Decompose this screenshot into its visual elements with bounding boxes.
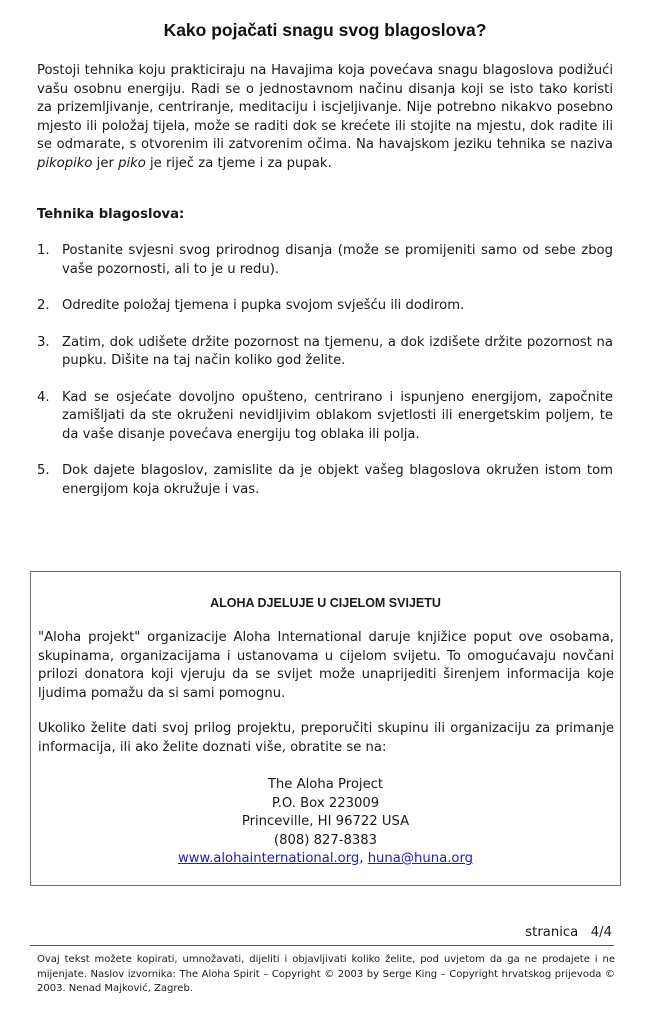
email-link[interactable]: huna@huna.org: [367, 851, 474, 866]
list-item: [37, 297, 613, 316]
list-item: [37, 389, 613, 445]
contact-phone: (808) 827-8383: [273, 832, 378, 848]
aloha-info-box: [30, 571, 621, 886]
box-paragraph-project: "Aloha projekt" organizacije Aloha International daruje knjižice poput ove osobama, skupinama, organizacijama i ustanovama u cijelom svijetu. To omogućavaju novčani prilozi donatora koji vjeruju da se svijet može unaprijediti širenjem informacija koje ljudima pomažu da si sami pomognu.: [38, 630, 614, 701]
intro-paragraph: [37, 62, 613, 173]
step-text: Postanite svjesni svog prirodnog disanja (može se promijeniti samo od sebe zbog vaše pozornosti, ali to je u redu).: [62, 243, 613, 277]
step-text: Odredite položaj tjemena i pupka svojom svješću ili dodirom.: [62, 298, 465, 313]
page-number-label: stranica 4/4: [525, 925, 612, 940]
list-item: [37, 334, 613, 371]
technique-heading: Tehnika blagoslova:: [37, 207, 185, 222]
steps-list: [37, 242, 613, 517]
page-number: [525, 925, 612, 940]
contact-links: [31, 850, 620, 869]
contact-po-box: P.O. Box 223009: [271, 795, 380, 811]
footer-divider: [30, 945, 614, 946]
contact-city: Princeville, HI 96722 USA: [241, 814, 410, 829]
step-text: Kad se osjećate dovoljno opušteno, centrirano i ispunjeno energijom, započnite zamišljati da ste okruženi nevidljivim oblakom svjetlosti ili energetskim poljem, te da vaše disanje povećava energiju tog oblaka ili polja.: [62, 389, 613, 442]
intro-term-piko: piko: [118, 155, 146, 171]
page-title: Kako pojačati snagu svog blagoslova?: [163, 20, 487, 40]
intro-term-pikopiko: pikopiko: [37, 155, 93, 171]
intro-text-3: je riječ za tjeme i za pupak.: [145, 155, 332, 171]
box-heading: ALOHA DJELUJE U CIJELOM SVIJETU: [210, 596, 441, 610]
website-link[interactable]: www.alohainternational.org: [177, 851, 360, 866]
link-separator: ,: [359, 851, 368, 866]
contact-block: [31, 776, 620, 869]
intro-text-2: jer: [92, 155, 119, 171]
list-item: [37, 462, 613, 499]
step-number: 3.: [37, 334, 50, 350]
step-number: 4.: [37, 389, 50, 405]
step-number: 2.: [37, 298, 50, 313]
list-item: [37, 242, 613, 279]
step-number: 5.: [37, 463, 50, 478]
intro-text-1: Postoji tehnika koju prakticiraju na Havajima koja povećava snagu blagoslova podižući vašu osobnu energiju. Radi se o jednostavnom načinu disanja koji se isto tako koristi za prizemljivanje, centriranje, meditaciju i iscjeljivanje. Nije potrebno nikakvo posebno mjesto ili položaj tijela, može se raditi dok se krećete ili stojite na mjestu, dok radite ili se odmarate, s otvorenim ili zatvorenim očima. Na havajskom jeziku tehnika se naziva: [37, 63, 613, 152]
step-text: Zatim, dok udišete držite pozornost na tjemenu, a dok izdišete držite pozornost na pupku. Dišite na taj način koliko god želite.: [62, 334, 613, 368]
step-number: 1.: [37, 243, 50, 258]
box-paragraph-contact-intro: Ukoliko želite dati svoj prilog projektu, preporučiti skupinu ili organizaciju za primanje informacija, ili ako želite doznati više, obratite se na:: [38, 721, 614, 755]
copyright-note: Ovaj tekst možete kopirati, umnožavati, dijeliti i objavljivati koliko želite, pod uvjetom da ga ne prodajete i ne mijenjate. Naslov izvornika: The Aloha Spirit – Copyright © 2003 by Serge King – Copyright hrvatskog prijevoda © 2003. Nenad Majković, Zagreb.: [37, 954, 615, 994]
step-text: Dok dajete blagoslov, zamislite da je objekt vašeg blagoslova okružen istom tom energijom koja okružuje i vas.: [62, 463, 613, 497]
contact-name: The Aloha Project: [267, 777, 384, 792]
